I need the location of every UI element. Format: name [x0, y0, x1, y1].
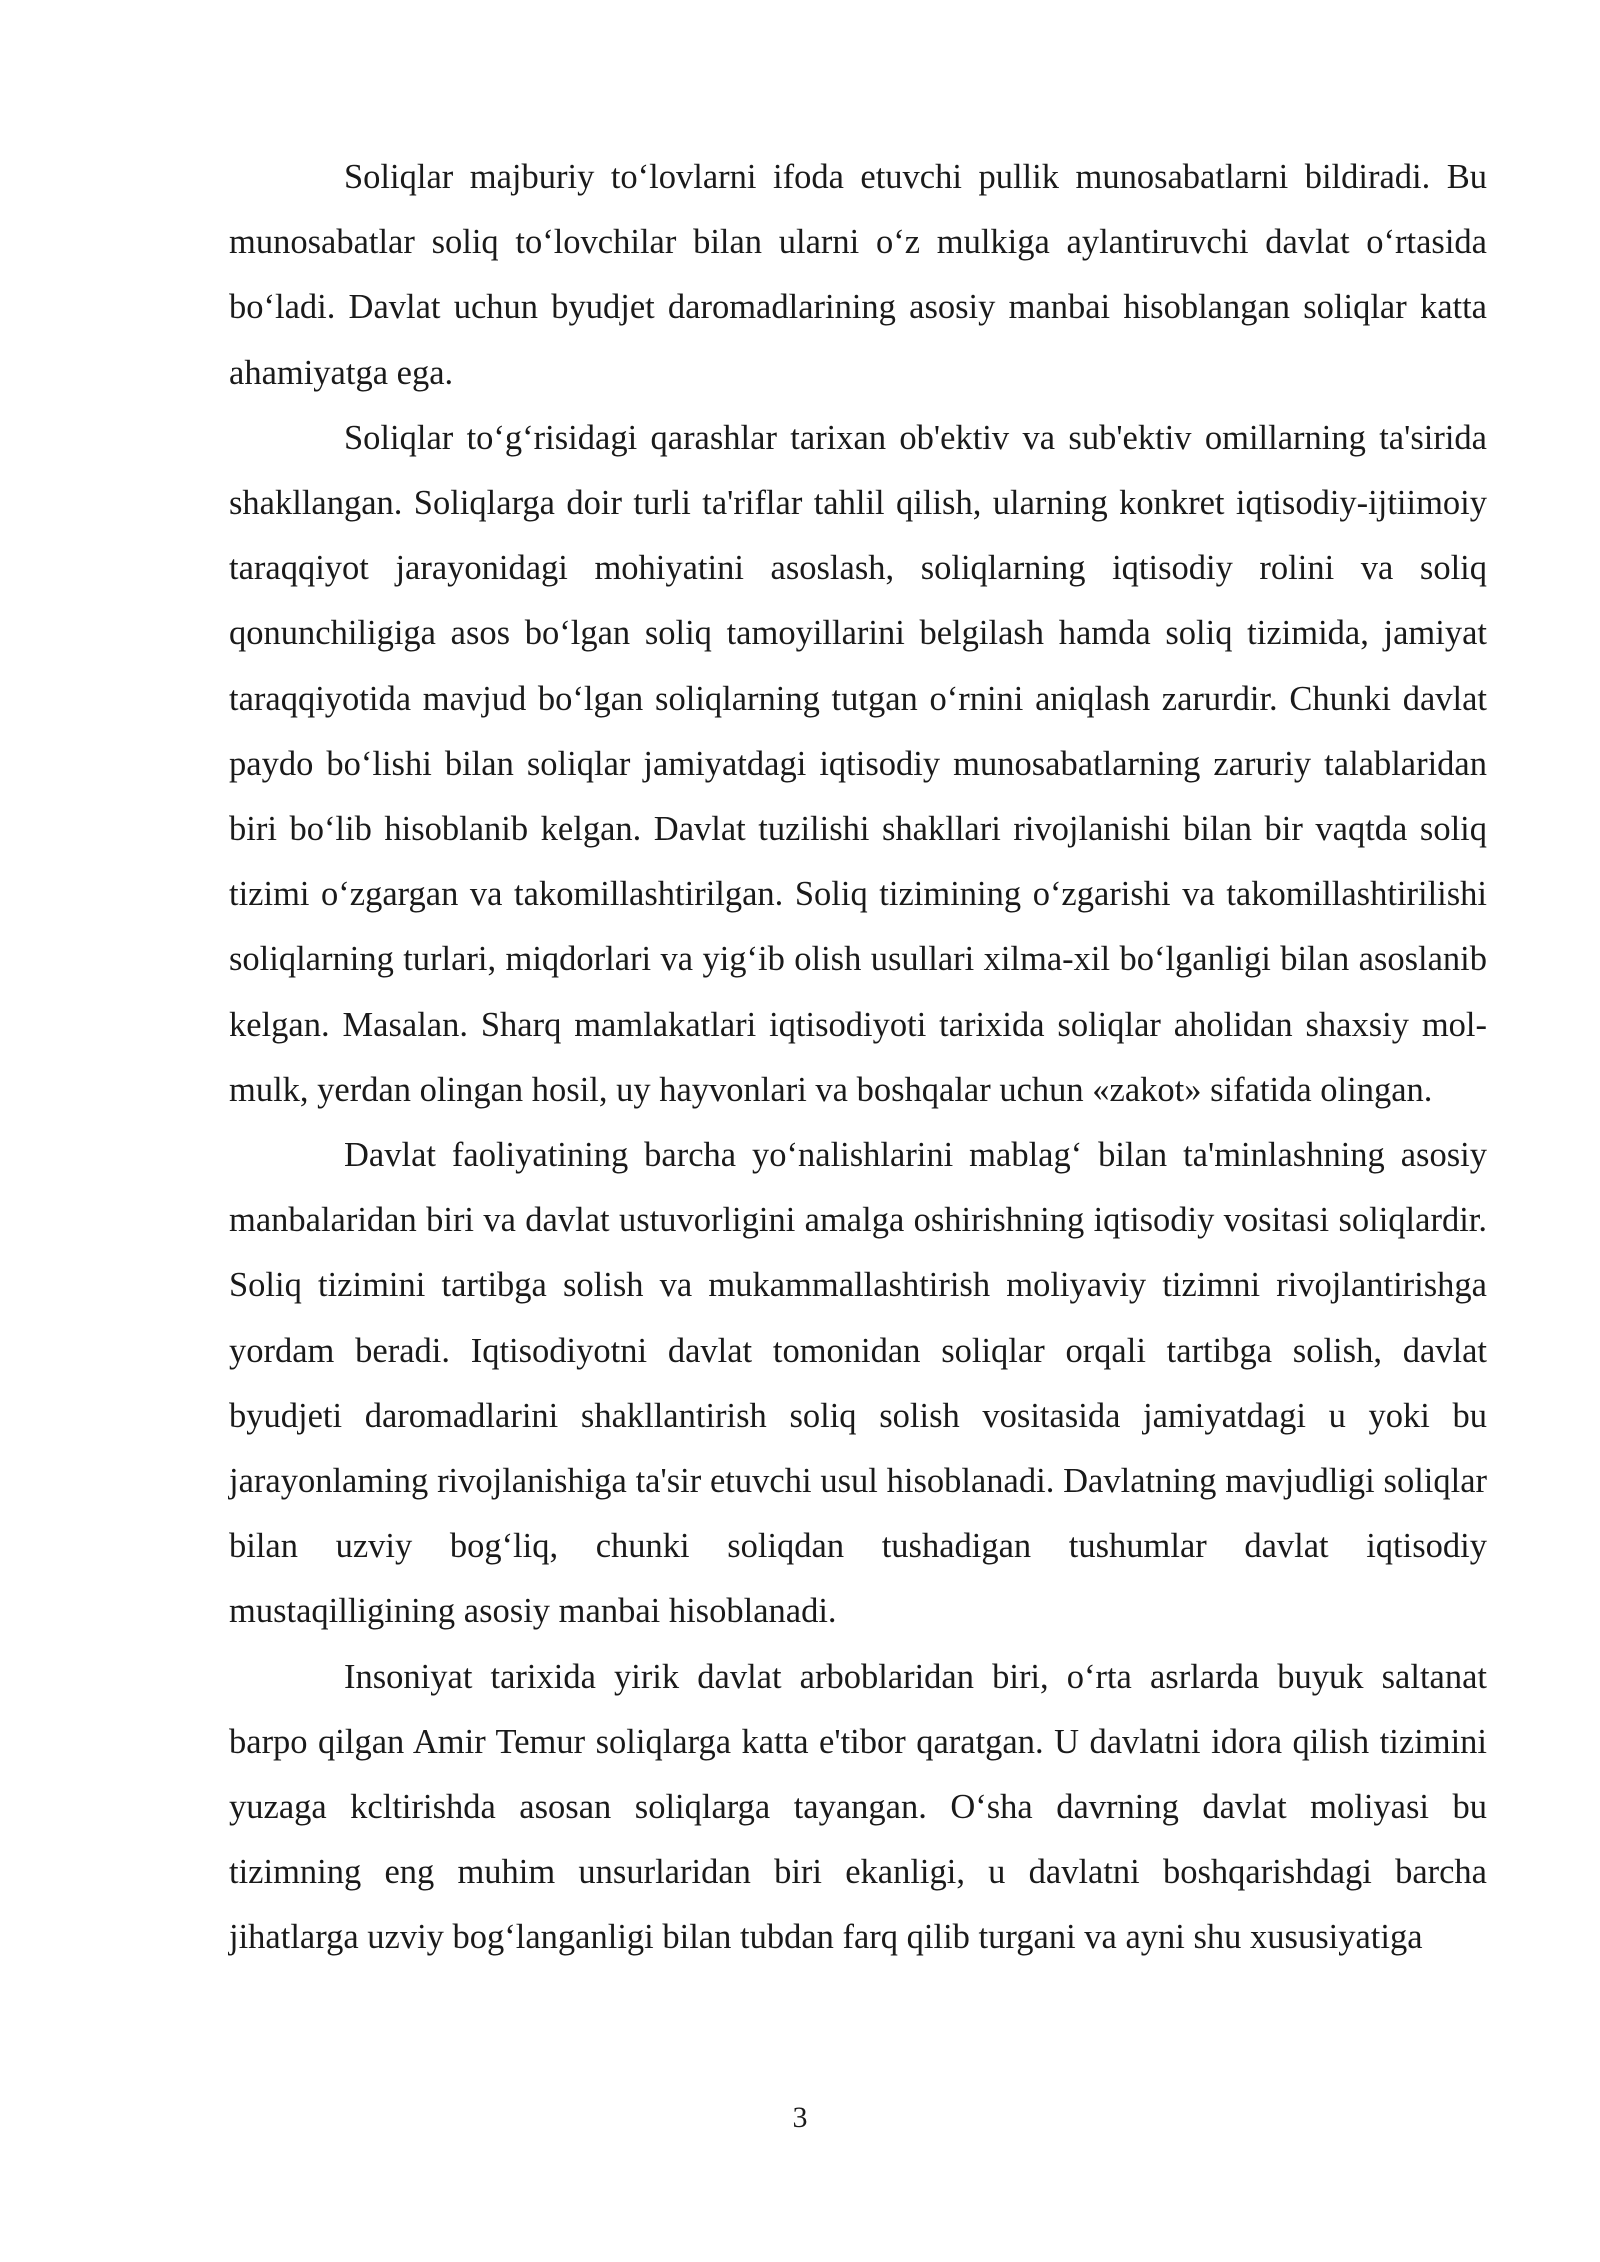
body-text	[229, 145, 1487, 1971]
paragraph-3: Davlat faoliyatining barcha yo‘nalishlarini mablag‘ bilan ta'minlashning asosiy manbalaridan biri va davlat ustuvorligini amalga oshirishning iqtisodiy vositasi soliqlardir. Soliq tizimini tartibga solish va mukammallashtirish moliyaviy tizimni rivojlantirishga yordam beradi. Iqtisodiyotni davlat tomonidan soliqlar orqali tartibga solish, davlat byudjeti daromadlarini shakllantirish soliq solish vositasida jamiyatdagi u yoki bu jarayonlaming rivojlanishiga ta'sir etuvchi usul hisoblanadi. Davlatning mavjudligi soliqlar bilan uzviy bog‘liq, chunki soliqdan tushadigan tushumlar davlat iqtisodiy mustaqilligining asosiy manbai hisoblanadi.	[229, 1136, 1487, 1631]
paragraph-2: Soliqlar to‘g‘risidagi qarashlar tarixan ob'ektiv va sub'ektiv omillarning ta'sirida shakllangan. Soliqlarga doir turli ta'riflar tahlil qilish, ularning konkret iqtisodiy-ijtiimoiy taraqqiyot jarayonidagi mohiyatini asoslash, soliqlarning iqtisodiy rolini va soliq qonunchiligiga asos bo‘lgan soliq tamoyillarini belgilash hamda soliq tizimida, jamiyat taraqqiyotida mavjud bo‘lgan soliqlarning tutgan o‘rnini aniqlash zarurdir. Chunki davlat paydo bo‘lishi bilan soliqlar jamiyatdagi iqtisodiy munosabatlarning zaruriy talablaridan biri bo‘lib hisoblanib kelgan. Davlat tuzilishi shakllari rivojlanishi bilan bir vaqtda soliq tizimi o‘zgargan va takomillashtirilgan. Soliq tizimining o‘zgarishi va takomillashtirilishi soliqlarning turlari, miqdorlari va yig‘ib olish usullari xilma-xil bo‘lganligi bilan asoslanib kelgan. Masalan. Sharq mamlakatlari iqtisodiyoti tarixida soliqlar aholidan shaxsiy mol-mulk, yerdan olingan hosil, uy hayvonlari va boshqalar uchun «zakot» sifatida olingan.	[229, 418, 1487, 1109]
page-number: 3	[792, 2101, 808, 2134]
paragraph-4: Insoniyat tarixida yirik davlat arboblaridan biri, o‘rta asrlarda buyuk saltanat barpo qilgan Amir Temur soliqlarga katta e'tibor qaratgan. U davlatni idora qilish tizimini yuzaga kcltirishda asosan soliqlarga tayangan. O‘sha davrning davlat moliyasi bu tizimning eng muhim unsurlaridan biri ekanligi, u davlatni boshqarishdagi barcha jihatlarga uzviy bog‘langanligi bilan tubdan farq qilib turgani va ayni shu xususiyatiga	[229, 1657, 1487, 1957]
paragraph-1: Soliqlar majburiy to‘lovlarni ifoda etuvchi pullik munosabatlarni bildiradi. Bu munosabatlar soliq to‘lovchilar bilan ularni o‘z mulkiga aylantiruvchi davlat o‘rtasida bo‘ladi. Davlat uchun byudjet daromadlarining asosiy manbai hisoblangan soliqlar katta ahamiyatga ega.	[229, 158, 1487, 392]
